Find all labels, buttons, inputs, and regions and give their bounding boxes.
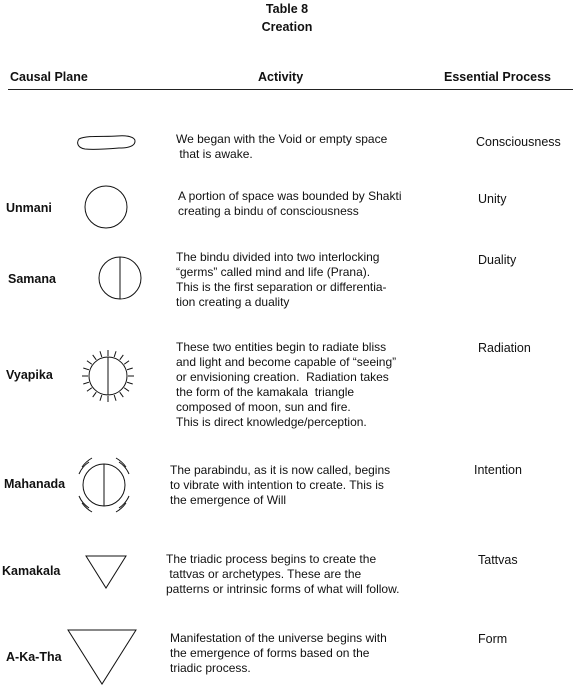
ray-tick xyxy=(114,351,116,357)
plane-label: A-Ka-Tha xyxy=(6,650,62,664)
ray-tick xyxy=(83,382,89,384)
ray-tick xyxy=(114,395,116,401)
activity-text: We began with the Void or empty space that is awake. xyxy=(176,132,388,161)
table-title: Table 8 xyxy=(265,2,309,16)
vibrating-circle-icon xyxy=(76,456,132,514)
activity-text: The triadic process begins to create the tattvas or archetypes. These are the patterns or intrinsic forms of what will follow. xyxy=(166,552,400,596)
ray-tick xyxy=(87,361,92,365)
ray-tick xyxy=(100,395,102,401)
ray-tick xyxy=(124,361,129,365)
plane-label: Samana xyxy=(8,272,56,286)
process-text: Radiation xyxy=(478,341,531,355)
process-text: Form xyxy=(478,632,508,646)
process-text: Tattvas xyxy=(478,553,518,567)
activity-text: These two entities begin to radiate bliss and light and become capable of “seeing” or envisioning creation. Radiation takes the form of the kamakala triangle composed of moon, sun and fire. This is direct knowledge/perception. xyxy=(176,340,397,429)
header-activity: Activity xyxy=(258,70,304,84)
activity-text: The parabindu, as it is now called, begins to vibrate with intention to create. This is the emergence of Will xyxy=(170,463,391,507)
ray-tick xyxy=(100,351,102,357)
circle-icon xyxy=(84,185,128,229)
ray-tick xyxy=(127,382,133,384)
process-text: Intention xyxy=(474,463,522,477)
process-text: Consciousness xyxy=(476,135,561,149)
table-subtitle: Creation xyxy=(261,20,313,34)
header-essential-process: Essential Process xyxy=(444,70,552,84)
plane-label: Mahanada xyxy=(4,477,66,491)
void-blob-icon xyxy=(75,133,137,153)
ray-tick xyxy=(120,355,124,360)
small-triangle-icon xyxy=(84,554,128,590)
ray-tick xyxy=(127,368,133,370)
ray-tick xyxy=(87,388,92,392)
process-text: Unity xyxy=(478,192,507,206)
ray-tick xyxy=(83,368,89,370)
header-divider xyxy=(8,89,573,90)
large-triangle-icon xyxy=(66,628,138,686)
plane-label: Kamakala xyxy=(2,564,61,578)
header-causal-plane: Causal Plane xyxy=(10,70,88,84)
process-text: Duality xyxy=(478,253,517,267)
ray-tick xyxy=(120,392,124,397)
ray-tick xyxy=(93,392,97,397)
plane-label: Vyapika xyxy=(6,368,53,382)
activity-text: The bindu divided into two interlocking “germs” called mind and life (Prana). This is the first separation or differentia- tion creating a duality xyxy=(176,250,387,309)
plane-label: Unmani xyxy=(6,201,52,215)
radiating-circle-icon xyxy=(80,348,136,404)
divided-circle-icon xyxy=(98,256,142,300)
ray-tick xyxy=(93,355,97,360)
activity-text: Manifestation of the universe begins with the emergence of forms based on the triadic process. xyxy=(170,631,387,675)
activity-text: A portion of space was bounded by Shakti creating a bindu of consciousness xyxy=(178,189,402,218)
ray-tick xyxy=(124,388,129,392)
